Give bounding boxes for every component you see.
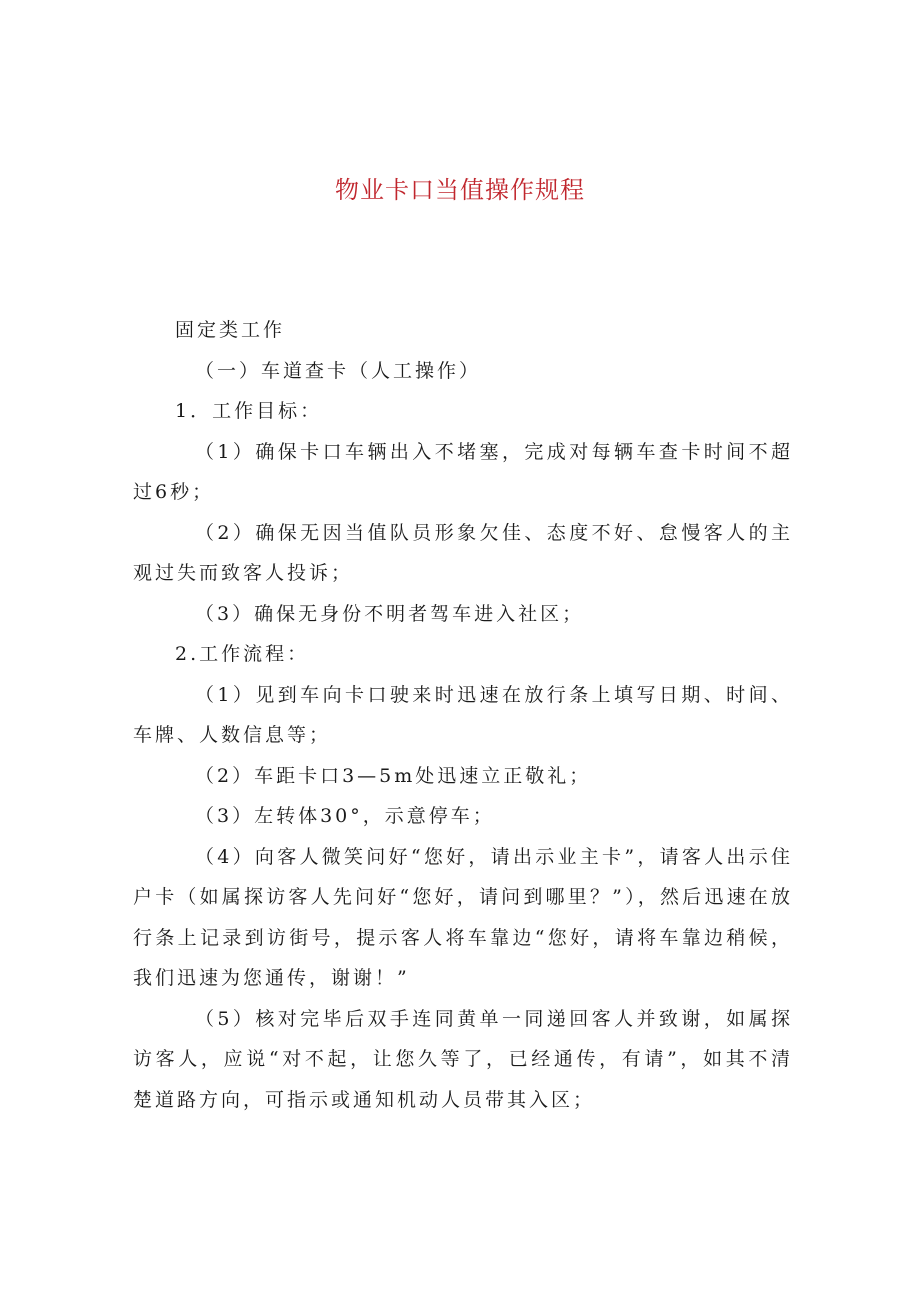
flow-step-3: （3）左转体30°，示意停车； [195,805,495,827]
goal-item-3: （3）确保无身份不明者驾车进入社区； [195,602,585,625]
document-title: 物业卡口当值操作规程 [335,176,585,204]
flow-step-5: （5）核对完毕后双手连同黄单一同递回客人并致谢，如属探访客人，应说“对不起，让您久等了，已经通传，有请”，如其不清楚道路方向，可指示或通知机动人员带其入区； [133,1007,793,1111]
section-heading-fixed-work: 固定类工作 [175,319,286,341]
flow-step-2: （2）车距卡口3—5m处迅速立正敬礼； [195,764,592,787]
flow-step-4: （4）向客人微笑问好“您好，请出示业主卡”，请客人出示住户卡（如属探访客人先问好“您好，请问到哪里？”），然后迅速在放行条上记录到访街号，提示客人将车靠边“您好，请将车靠边稍候，我们迅速为您通传，谢谢！” [133,845,793,989]
goal-item-2: （2）确保无因当值队员形象欠佳、态度不好、怠慢客人的主观过失而致客人投诉； [133,521,793,584]
item-heading-work-goals: 1．工作目标： [175,400,323,422]
document-body [133,310,793,1120]
item-heading-work-flow: 2.工作流程： [175,643,310,665]
subsection-heading-lane-check: （一）车道查卡（人工操作） [195,359,482,382]
flow-step-1: （1）见到车向卡口驶来时迅速在放行条上填写日期、时间、车牌、人数信息等； [133,683,793,746]
goal-item-1: （1）确保卡口车辆出入不堵塞，完成对每辆车查卡时间不超过6秒； [133,440,793,503]
